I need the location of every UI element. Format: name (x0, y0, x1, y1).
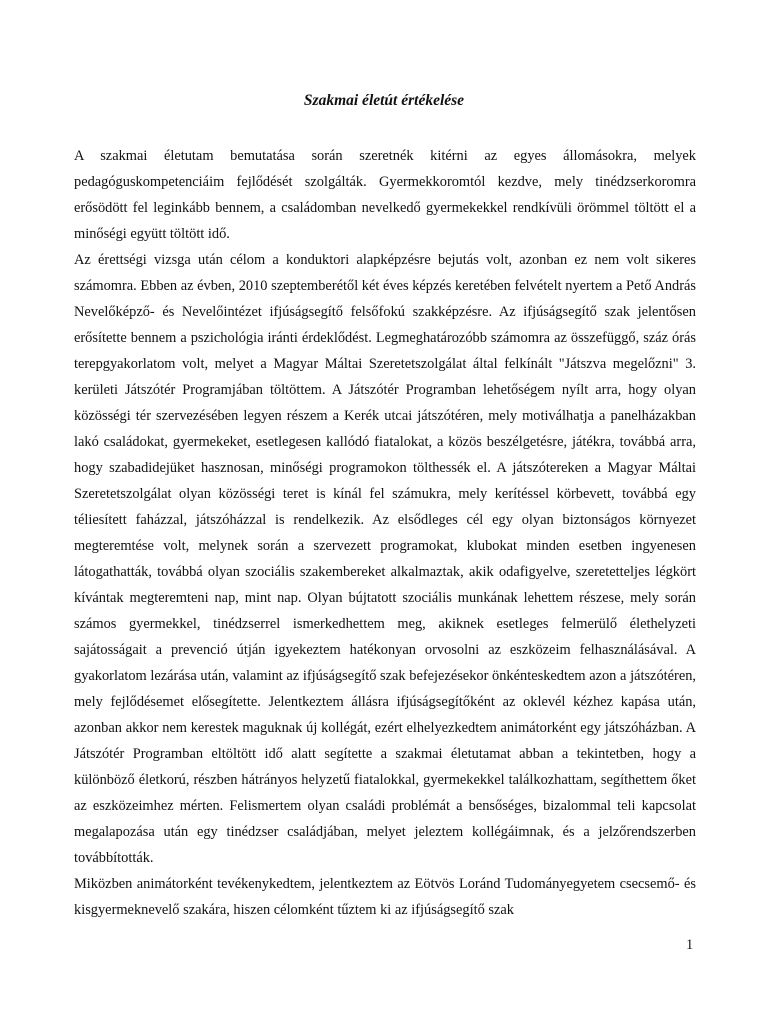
document-title: Szakmai életút értékelése (303, 92, 465, 109)
paragraph-intro: A szakmai életutam bemutatása során szeretnék kitérni az egyes állomásokra, melyek pedagóguskompetenciáim fejlődését szolgálták. Gyermekkoromtól kezdve, mely tinédzserkoromra erősödött fel leginkább bennem, a családomban nevelkedő gyermekekkel rendkívüli örömmel töltött el a minőségi együtt töltött idő. (74, 148, 696, 242)
paragraph-university: Miközben animátorként tevékenykedtem, jelentkeztem az Eötvös Loránd Tudományegyetem csecsemő- és kisgyermeknevelő szakára, hiszen célomként tűztem ki az ifjúságsegítő szak (74, 876, 696, 918)
document-body (74, 143, 696, 923)
paragraph-training: Az érettségi vizsga után célom a konduktori alapképzésre bejutás volt, azonban ez nem volt sikeres számomra. Ebben az évben, 2010 szeptemberétől két éves képzés keretében felvételt nyertem a Pető András Nevelőképző- és Nevelőintézet ifjúságsegítő felsőfokú szakképzésre. Az ifjúságsegítő szak jelentősen erősítette bennem a pszichológia iránti érdeklődést. Legmeghatározóbb számomra az összefüggő, száz órás terepgyakorlatom volt, melyet a Magyar Máltai Szeretetszolgálat által felkínált "Játszva megelőzni" 3. kerületi Játszótér Programjában töltöttem. A Játszótér Programban lehetőségem nyílt arra, hogy olyan közösségi tér szervezésében legyen részem a Kerék utcai játszótéren, mely motiválhatja a panelházakban lakó családokat, gyermekeket, esetlegesen kallódó fiatalokat, a közös beszélgetésre, játékra, továbbá arra, hogy szabadidejüket hasznosan, minőségi programokon tölthessék el. A játszótereken a Magyar Máltai Szeretetszolgálat olyan közösségi teret is kínál fel számukra, mely kerítéssel körbevett, továbbá egy téliesített faházzal, játszóházzal is rendelkezik. Az elsődleges cél egy olyan biztonságos környezet megteremtése volt, melynek során a szervezett programokat, klubokat minden esetben ingyenesen látogathatták, továbbá olyan szociális szakembereket alkalmaztak, akik odafigyelve, szeretetteljes légkört kívántak megteremteni nap, mint nap. Olyan bújtatott szociális munkának lehettem részese, mely során számos gyermekkel, tinédzserrel ismerkedhettem meg, akiknek esetleges felmerülő élethelyzeti sajátosságait a prevenció útján igyekeztem hatékonyan orvosolni az eszközeim felhasználásával. A gyakorlatom lezárása után, valamint az ifjúságsegítő szak befejezésekor önkénteskedtem azon a játszótéren, mely fejlődésemet elősegítette. Jelentkeztem állásra ifjúságsegítőként az oklevél kézhez kapása után, azonban akkor nem kerestek maguknak új kollégát, ezért elhelyezkedtem animátorként egy játszóházban. A Játszótér Programban eltöltött idő alatt segítette a szakmai életutamat abban a tekintetben, hogy a különböző életkorú, részben hátrányos helyzetű fiatalokkal, gyermekekkel találkozhattam, segíthettem őket az eszközeimhez mérten. Felismertem olyan családi problémát a bensőséges, bizalommal teli kapcsolat megalapozása után egy tinédzser családjában, melyet jeleztem kollégáimnak, és a jelzőrendszerben továbbították. (74, 252, 696, 866)
page-number: 1 (686, 937, 694, 953)
